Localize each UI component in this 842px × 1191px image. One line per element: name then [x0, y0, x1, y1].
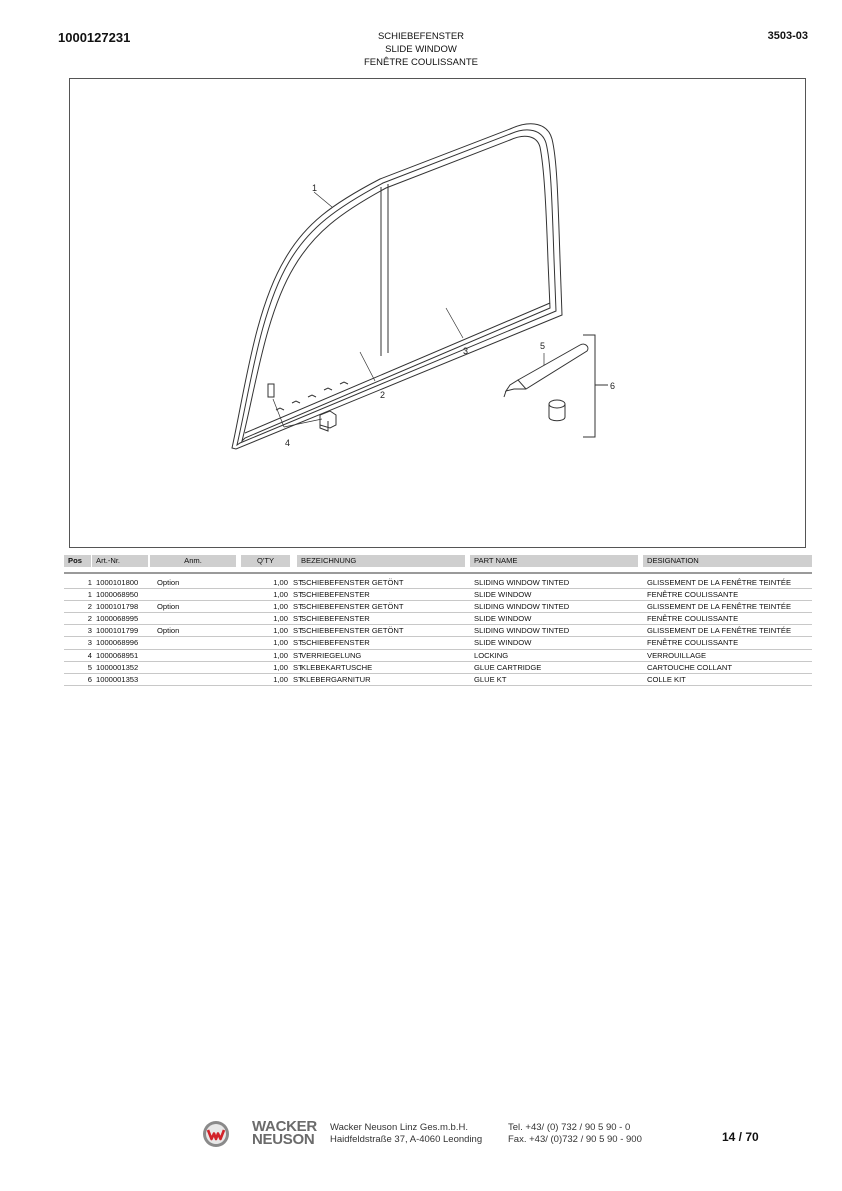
cell-anm: Option	[157, 578, 180, 587]
table-row	[64, 650, 812, 662]
title-german: SCHIEBEFENSTER	[377, 31, 465, 42]
cell-art: 1000101800	[96, 578, 139, 587]
table-row	[64, 601, 812, 613]
callout-5: 5	[540, 341, 546, 351]
slide-window-diagram	[70, 79, 807, 549]
cell-qty: 1,00	[273, 650, 288, 660]
table-row	[64, 625, 812, 637]
cell-part: SLIDING WINDOW TINTED	[474, 578, 570, 587]
cell-unit: ST	[293, 590, 303, 600]
cell-art: 1000068950	[96, 590, 139, 600]
cell-art: 1000101798	[96, 602, 139, 612]
group-code: 3503-03	[767, 30, 808, 42]
company-name: Wacker Neuson Linz Ges.m.b.H.	[330, 1122, 468, 1133]
cell-part: SLIDING WINDOW TINTED	[474, 626, 570, 636]
company-address	[330, 1122, 482, 1146]
cell-qty: 1,00	[273, 662, 288, 672]
cell-unit: ST	[293, 638, 303, 648]
cell-qty: 1,00	[273, 638, 288, 648]
callout-1: 1	[312, 183, 318, 193]
wacker-neuson-logo-icon	[202, 1120, 230, 1148]
table-row	[64, 589, 812, 601]
cell-bez: SCHIEBEFENSTER	[301, 614, 370, 624]
cell-des: CARTOUCHE COLLANT	[647, 662, 732, 672]
cell-part: LOCKING	[474, 650, 509, 660]
callout-3: 3	[463, 346, 469, 356]
contact-info	[508, 1122, 642, 1146]
cell-des: FENÊTRE COULISSANTE	[647, 614, 739, 624]
cell-pos: 6	[87, 674, 92, 684]
col-anm: Anm.	[150, 555, 236, 567]
cell-bez: KLEBERGARNITUR	[301, 674, 371, 684]
cell-anm: Option	[157, 626, 180, 636]
cell-qty: 1,00	[273, 602, 288, 612]
cell-part: SLIDE WINDOW	[474, 638, 532, 648]
col-qty: Q'TY	[241, 555, 290, 567]
brand-line-2: NEUSON	[252, 1131, 315, 1148]
page-title	[0, 30, 842, 69]
cell-qty: 1,00	[273, 674, 288, 684]
table-row	[64, 662, 812, 674]
title-french: FENÊTRE COULISSANTE	[363, 57, 479, 68]
cell-bez: SCHIEBEFENSTER GETÖNT	[301, 602, 404, 612]
callout-6: 6	[610, 381, 616, 391]
cell-unit: ST	[293, 602, 303, 612]
cell-unit: ST	[293, 662, 303, 672]
cell-des: GLISSEMENT DE LA FENÊTRE TEINTÉE	[647, 578, 792, 587]
cell-bez: KLEBEKARTUSCHE	[301, 662, 373, 672]
cell-qty: 1,00	[273, 578, 288, 587]
table-row	[64, 577, 812, 589]
cell-unit: ST	[293, 650, 303, 660]
col-designation: DESIGNATION	[643, 555, 812, 567]
cell-pos: 5	[87, 662, 92, 672]
cell-unit: ST	[293, 674, 303, 684]
cell-des: GLISSEMENT DE LA FENÊTRE TEINTÉE	[647, 626, 792, 636]
cell-des: FENÊTRE COULISSANTE	[647, 638, 739, 648]
cell-pos: 1	[87, 578, 92, 587]
col-bezeichnung: BEZEICHNUNG	[297, 555, 465, 567]
cell-pos: 2	[87, 614, 92, 624]
cell-bez: SCHIEBEFENSTER	[301, 638, 370, 648]
cell-part: SLIDE WINDOW	[474, 614, 532, 624]
table-body	[64, 577, 812, 686]
cell-bez: VERRIEGELUNG	[301, 650, 362, 660]
cell-des: FENÊTRE COULISSANTE	[647, 590, 739, 600]
brand-wordmark	[252, 1120, 317, 1146]
cell-art: 1000068996	[96, 638, 139, 648]
page-footer	[0, 1117, 842, 1157]
cell-des: VERROUILLAGE	[647, 650, 707, 660]
cell-qty: 1,00	[273, 590, 288, 600]
cell-part: SLIDING WINDOW TINTED	[474, 602, 570, 612]
cell-part: GLUE KT	[474, 674, 507, 684]
table-row	[64, 637, 812, 649]
page-number: 14 / 70	[722, 1130, 759, 1144]
cell-anm: Option	[157, 602, 180, 612]
title-english: SLIDE WINDOW	[385, 44, 457, 55]
cell-pos: 1	[87, 590, 92, 600]
cell-art: 1000068951	[96, 650, 139, 660]
cell-unit: ST	[293, 614, 303, 624]
cell-bez: SCHIEBEFENSTER GETÖNT	[301, 578, 404, 587]
telephone: Tel. +43/ (0) 732 / 90 5 90 - 0	[508, 1122, 631, 1133]
table-row	[64, 674, 812, 686]
cell-bez: SCHIEBEFENSTER GETÖNT	[301, 626, 404, 636]
brand-line-1: WACKER	[252, 1118, 317, 1135]
cell-art: 1000001352	[96, 662, 139, 672]
table-row	[64, 613, 812, 625]
cell-part: SLIDE WINDOW	[474, 590, 532, 600]
col-part-name: PART NAME	[470, 555, 638, 567]
document-number: 1000127231	[58, 30, 131, 45]
callout-4: 4	[285, 438, 291, 448]
callout-2: 2	[380, 390, 386, 400]
cell-des: COLLE KIT	[647, 674, 686, 684]
cell-bez: SCHIEBEFENSTER	[301, 590, 370, 600]
exploded-drawing	[69, 78, 806, 548]
cell-pos: 3	[87, 638, 92, 648]
parts-table	[64, 555, 812, 684]
table-header	[64, 555, 812, 567]
cell-art: 1000001353	[96, 674, 139, 684]
cell-qty: 1,00	[273, 626, 288, 636]
cell-des: GLISSEMENT DE LA FENÊTRE TEINTÉE	[647, 602, 792, 612]
header-divider	[64, 572, 812, 574]
col-pos: Pos	[64, 555, 91, 567]
cell-pos: 4	[87, 650, 92, 660]
cell-qty: 1,00	[273, 614, 288, 624]
cell-part: GLUE CARTRIDGE	[474, 662, 542, 672]
col-art-nr: Art.-Nr.	[92, 555, 148, 567]
cell-pos: 3	[87, 626, 92, 636]
fax: Fax. +43/ (0)732 / 90 5 90 - 900	[508, 1134, 642, 1145]
cell-art: 1000101799	[96, 626, 139, 636]
cell-unit: ST	[293, 626, 303, 636]
street-address: Haidfeldstraße 37, A-4060 Leonding	[330, 1134, 483, 1145]
cell-pos: 2	[87, 602, 92, 612]
cell-unit: ST	[293, 578, 303, 587]
cell-art: 1000068995	[96, 614, 139, 624]
